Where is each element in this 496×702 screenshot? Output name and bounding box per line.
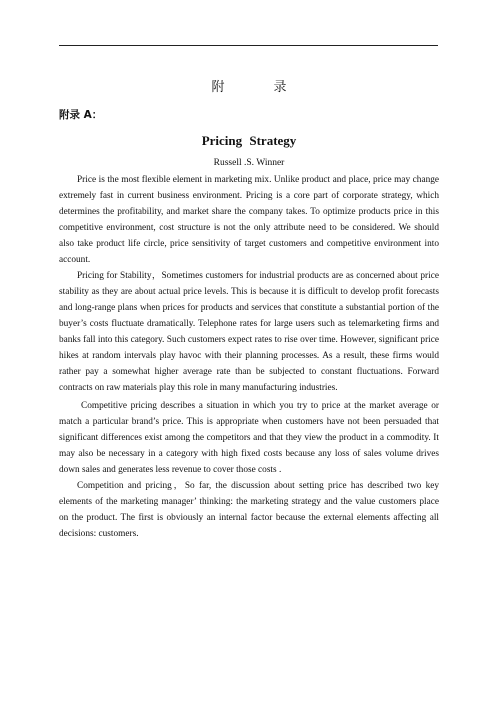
appendix-heading: 附 录 bbox=[211, 79, 305, 94]
appendix-a-label: 附录 A： bbox=[59, 109, 103, 121]
header-rule bbox=[59, 45, 438, 46]
paragraph-competition-pricing: Competition and pricing，So far, the discussion about setting price has described two key elements of the marketing manager’ thinking: the marketing strategy and the value customers place on the product. The first is obviously an internal factor because the external elements affecting all decisions: customers. bbox=[59, 481, 439, 539]
document-body bbox=[59, 76, 439, 542]
article-author: Russell .S. Winner bbox=[213, 158, 285, 168]
paragraph-competitive-pricing: Competitive pricing describes a situation in which you try to price at the market average or match a particular brand’s price. This is appropriate when customers have not been persuaded that significant differences exist among the competitors and that they view the product in a commodity. It may also be necessary in a category with high fixed costs because any loss of sales volume drives down sales and generates less revenue to cover those costs . bbox=[59, 401, 439, 475]
paragraph-intro: Price is the most flexible element in marketing mix. Unlike product and place, price may change extremely fast in current business environment. Pricing is a core part of corporate strategy, which determines the profitability, and market share the company takes. To optimize products price in this competitive environment, cost structure is not the only attribute need to be considered. We should also take product life circle, price sensitivity of target customers and competitive environment into account. bbox=[59, 175, 439, 265]
article-title: Pricing Strategy bbox=[201, 133, 297, 148]
paragraph-pricing-stability: Pricing for Stability，Sometimes customers for industrial products are as concerned about price stability as they are about actual price levels. This is because it is difficult to develop profit forecasts and long-range plans when prices for products and services that constitute a substantial portion of the buyer’s costs fluctuate dramatically. Telephone rates for large users such as telemarketing firms and banks fall into this category. Such customers expect rates to rise over time. However, significant price hikes at random intervals play havoc with their planning processes. As a result, these firms would rather pay a somewhat higher average rate than be subjected to constant fluctuations. Forward contracts on raw materials play this role in many manufacturing industries. bbox=[59, 271, 439, 393]
